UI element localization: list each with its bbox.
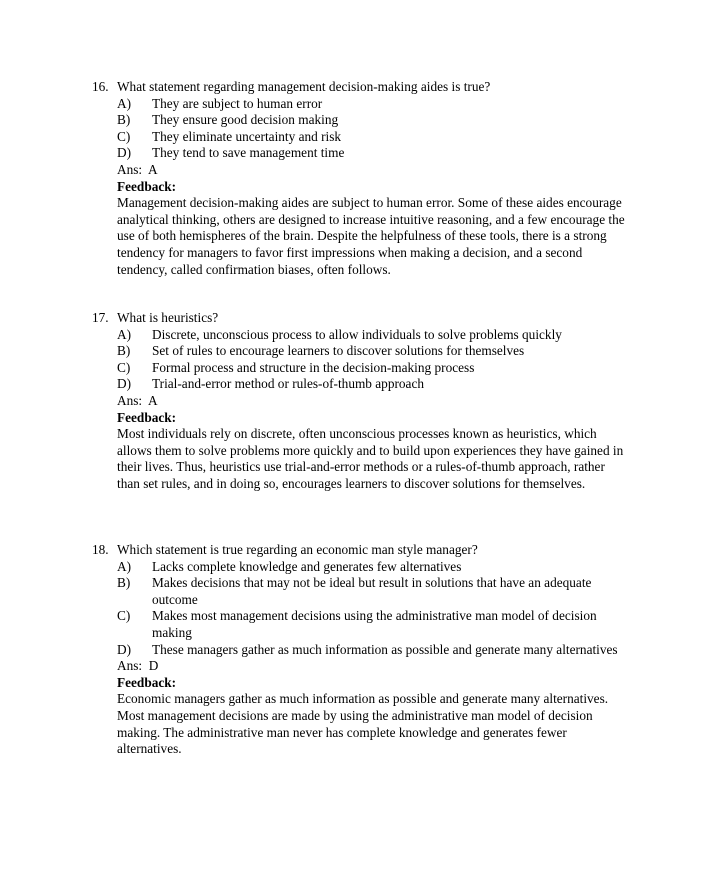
option-letter: A) <box>117 326 132 342</box>
question-number: 18. <box>92 542 109 557</box>
question-stem <box>92 79 652 96</box>
question-text: Which statement is true regarding an economic man style manager? <box>117 542 478 557</box>
option-a <box>117 96 637 113</box>
option-text: They tend to save management time <box>152 145 345 161</box>
answer-key: Ans: D <box>117 658 159 674</box>
feedback-heading: Feedback: <box>117 178 177 194</box>
option-text: They are subject to human error <box>152 95 323 111</box>
option-d <box>117 642 637 659</box>
option-letter: B) <box>117 112 131 128</box>
option-letter: C) <box>117 359 131 375</box>
feedback-heading: Feedback: <box>117 409 177 425</box>
option-letter: B) <box>117 343 131 359</box>
option-letter: C) <box>117 608 131 624</box>
question-body <box>117 327 637 493</box>
option-a <box>117 559 637 576</box>
option-text: Lacks complete knowledge and generates few alternatives <box>152 558 462 574</box>
option-letter: D) <box>117 145 132 161</box>
option-text: These managers gather as much information as possible and generate many alternatives <box>152 641 618 657</box>
feedback-text: Management decision-making aides are subject to human error. Some of these aides encourage analytical thinking, others are designed to increase intuitive reasoning, and a few encourage the use of both hemispheres of the brain. Despite the helpfulness of these tools, there is a strong tendency for managers to favor first impressions when making a decision, and a second tendency, called confirmation biases, often follows. <box>117 195 625 277</box>
option-b <box>117 575 637 608</box>
option-b <box>117 343 637 360</box>
feedback-text: Economic managers gather as much information as possible and generate many alternatives. Most management decisions are made by using the administrative man model of decision making. The administrative man never has complete knowledge and generates fewer alternatives. <box>117 691 609 757</box>
option-letter: D) <box>117 376 132 392</box>
option-text: They ensure good decision making <box>152 112 339 128</box>
option-list <box>117 327 637 393</box>
option-text: They eliminate uncertainty and risk <box>152 128 342 144</box>
option-c <box>117 129 637 146</box>
feedback-heading: Feedback: <box>117 674 177 690</box>
feedback-text: Most individuals rely on discrete, often unconscious processes known as heuristics, which allows them to solve problems more quickly and to build upon experiences they have gained in their lives. Thus, heuristics use trial-and-error methods or a rules-of-thumb approach, rather than set rules, and in doing so, encourages learners to discover solutions for themselves. <box>117 426 624 491</box>
question-17 <box>92 310 652 493</box>
option-text: Discrete, unconscious process to allow individuals to solve problems quickly <box>152 326 562 342</box>
option-b <box>117 112 637 129</box>
option-list <box>117 559 637 659</box>
option-list <box>117 96 637 162</box>
question-number: 16. <box>92 79 109 94</box>
option-text: Makes decisions that may not be ideal but result in solutions that have an adequate outcome <box>152 575 592 607</box>
option-d <box>117 376 637 393</box>
answer-key: Ans: A <box>117 392 158 408</box>
option-letter: D) <box>117 641 132 657</box>
question-stem <box>92 542 652 559</box>
option-text: Formal process and structure in the decision-making process <box>152 359 475 375</box>
question-body <box>117 559 637 758</box>
option-text: Set of rules to encourage learners to discover solutions for themselves <box>152 343 525 359</box>
question-18 <box>92 542 652 758</box>
question-16 <box>92 79 652 278</box>
question-text: What is heuristics? <box>117 310 219 325</box>
option-text: Makes most management decisions using the administrative man model of decision making <box>152 608 597 640</box>
option-d <box>117 145 637 162</box>
option-letter: C) <box>117 128 131 144</box>
question-number: 17. <box>92 310 109 325</box>
question-text: What statement regarding management decision-making aides is true? <box>117 79 491 94</box>
option-a <box>117 327 637 344</box>
option-text: Trial-and-error method or rules-of-thumb approach <box>152 376 425 392</box>
question-stem <box>92 310 652 327</box>
option-letter: B) <box>117 575 131 591</box>
option-letter: A) <box>117 558 132 574</box>
option-c <box>117 360 637 377</box>
option-letter: A) <box>117 95 132 111</box>
answer-key: Ans: A <box>117 161 158 177</box>
option-c <box>117 608 637 641</box>
question-body <box>117 96 637 279</box>
